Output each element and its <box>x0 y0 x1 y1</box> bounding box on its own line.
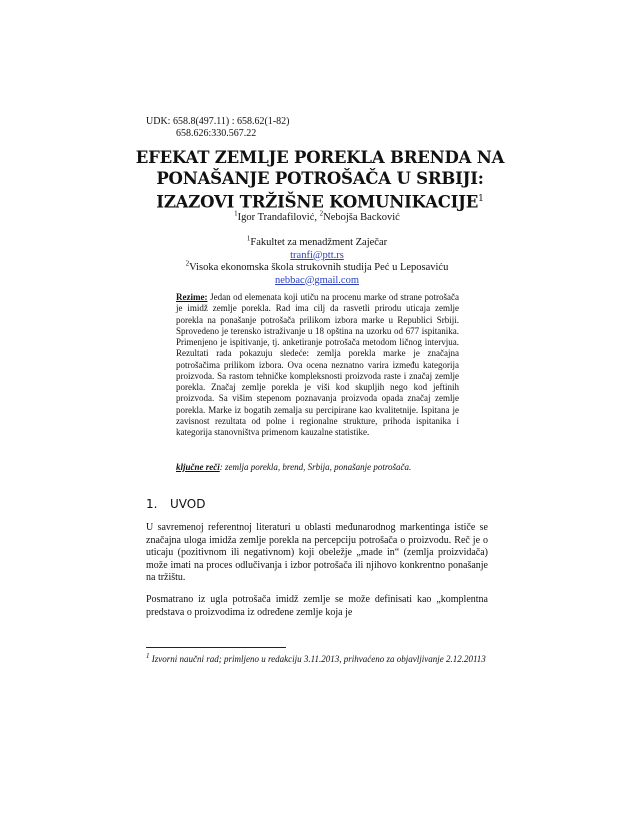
abstract-text: Jedan od elemenata koji utiču na procenu marke od strane potrošača je imidž zemlje porekla. Rad ima cilj da rasvetli prirodu uticaja zemlje porekla na ponašanje potrošača prilikom izbora marke u Republici Srbiji. Sprovedeno je terensko istraživanje u 18 opština na uzorku od 677 ispitanika. Primenjeno je ispitivanje, tj. anketiranje potrošača metodom ličnog intervjua. Rezultati rada pokazuju sledeće: zemlja porekla marke je značajna potrošačima prilikom izbora. Ova ocena neznatno varira između kategorija proizvoda. Sa rastom tehničke kompleksnosti proizvoda raste i značaj zemlje porekla. Značaj zemlje porekla je viši kod skupljih nego kod jeftinih proizvoda. Sa višim stepenom poznavanja proizvoda opada značaj zemlje porekla. Marke iz bogatih zemalja su percipirane kao kvalitetnije. Ispitana je zavisnost rezultata od polne i regionalne strukture, prihoda ispitanika i kategorija stanovništva primenom kauzalne statistike. <box>176 292 459 437</box>
affiliation-1-email-link[interactable]: tranfi@ptt.rs <box>290 249 344 261</box>
abstract <box>176 292 459 438</box>
title-line-1: EFEKAT ZEMLJE POREKLA BRENDA NA <box>135 148 505 167</box>
keywords-text: : zemlja porekla, brend, Srbija, ponašanje potrošača. <box>219 462 412 472</box>
section-heading <box>146 497 205 511</box>
body-paragraph-1: U savremenoj referentnoj literaturi u oblasti međunarodnog markentinga ističe se značajna uloga imidža zemlje porekla na percepciju potrošača o proizvodu. Reč je o uticaju (pozitivnom ili negativnom) koji obeležje „made in“ (zemlja proizvidača) može imati na proces odlučivanja i izbor potrošača ili njihovo konkrentno ponašanje na tržištu. <box>146 522 488 584</box>
title-footnote-mark[interactable]: 1 <box>478 194 484 204</box>
udk-line-1: UDK: 658.8(497.11) : 658.62(1-82) <box>146 116 290 127</box>
author-2: Nebojša Backović <box>323 212 400 223</box>
affiliation-2-email-link[interactable]: nebbac@gmail.com <box>274 274 359 286</box>
paper-title <box>120 147 520 213</box>
footnote <box>146 654 488 665</box>
author-1: Igor Trandafilović, <box>237 212 320 223</box>
footnote-divider <box>146 647 286 648</box>
author1-affiliation-mark: 1 <box>234 209 238 218</box>
affiliations <box>146 234 488 287</box>
section-number: 1. <box>146 497 158 511</box>
affiliation-2: $^2$Visoka ekonomska škola strukovnih studija Peć u Leposaviću <box>185 259 449 273</box>
keywords-label: ključne reči <box>176 462 220 472</box>
udk-classification <box>146 116 486 140</box>
keywords <box>176 462 466 473</box>
udk-line-2: 658.626:330.567.22 <box>176 128 257 139</box>
author2-affiliation-mark: 2 <box>319 209 324 218</box>
footnote-mark: 1 <box>146 652 150 660</box>
title-line-3: IZAZOVI TRŽIŠNE KOMUNIKACIJE$^1$ <box>156 192 484 212</box>
body-paragraph-2: Posmatrano iz ugla potrošača imidž zemlje se može definisati kao „komplentna predstava o proizvodima iz određene zemlje koja je <box>146 594 488 618</box>
affiliation-1: $^1$Fakultet za menadžment Zaječar <box>246 234 388 248</box>
footnote-text: Izvorni naučni rad; primljeno u redakciju 3.11.2013, prihvaćeno za objavljivanje 2.12.20113 <box>149 654 486 664</box>
section-title: UVOD <box>170 497 206 511</box>
title-line-2: PONAŠANJE POTROŠAČA U SRBIJI: <box>156 169 484 188</box>
abstract-label: Rezime: <box>176 292 208 302</box>
author-list <box>146 211 488 224</box>
